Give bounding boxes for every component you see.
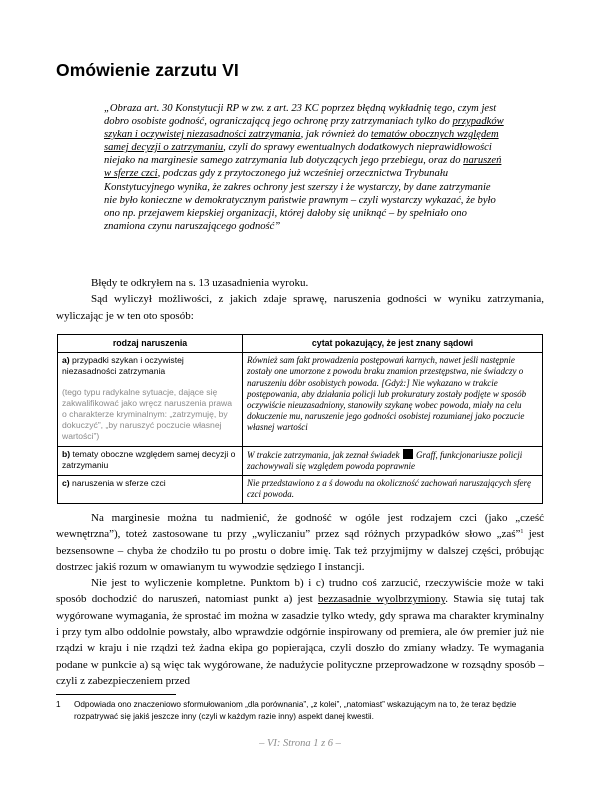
body-text-span: Na marginesie można tu nadmienić, że godność w ogóle jest rodzajem czci (jako „cześć wewnętrzna”), toteż zastosowane tu przy „wyliczaniu” przez sąd różnych przypadków słowo „zaś” <box>56 512 544 541</box>
violations-table <box>57 334 543 504</box>
table-row <box>58 353 543 446</box>
footnote-marker[interactable]: 1 <box>520 529 524 536</box>
intro-line-2: Sąd wyliczył możliwości, z jakich zdaje sprawę, naruszenia godności w wyniku zatrzymania, wyliczając je w ten oto sposób: <box>56 293 544 322</box>
quote-cell <box>243 446 543 475</box>
body-paragraph-1 <box>56 510 544 575</box>
quote-text: , jak również do <box>300 129 371 141</box>
block-quote <box>104 102 504 233</box>
quote-text: „Obraza art. 30 Konstytucji RP w zw. z art. 23 KC poprzez błędną wykładnię tego, czym jest dobro osobiste godność, ograniczającą jego ochronę przy zatrzymaniach tylko do <box>104 103 497 128</box>
quote-underlined-3: naruszeń w sferze czci <box>104 155 502 180</box>
table-row <box>58 446 543 475</box>
row-letter: c) <box>62 478 70 489</box>
kind-text: naruszenia w sferze czci <box>72 478 166 489</box>
kind-text: przypadki szykan i oczywistej niezasadności zatrzymania <box>62 355 184 377</box>
quote-cell: Również sam fakt prowadzenia postępowań karnych, nawet jeśli następnie zostały one umorzone z powodu braku znamion przestępstwa, nie świadczy o naruszeniu dóbr osobistych powoda. [Gdyż:] Nie wykazano w trakcie postępowania, aby działania policji lub prokuratury zostały podjęte w sposób oczywiście nieuzasadniony, stanowiły szykanę wobec powoda, miały na celu dokuczenie mu, naruszenie jego godności osobistej rozumianej jako poczucie własnej wartości <box>243 353 543 446</box>
footnote <box>56 699 536 722</box>
kind-note: (tego typu radykalne sytuacje, dające się zakwalifikować jako wręcz naruszenia prawa o charakterze kryminalnym: „zatrzymuję, by dokuczyć”, „by naruszyć poczucie własnej wartości”) <box>62 386 233 442</box>
footnote-text: Odpowiada ono znaczeniowo sformułowaniom „dla porównania”, „z kolei”, „natomiast” wskazującym na to, że teraz będzie rozpatrywać się jakiś jeszcze inny (czyli w każdym razie inny) aspekt danej kwestii. <box>74 700 517 721</box>
section-title: Omówienie zarzutu VI <box>56 60 239 80</box>
table-row <box>58 476 543 504</box>
body-text-span: jest bezsensowne – chyba że chodziło tu po prostu o dobre imię. Tak też przyjmijmy w dalszej części, próbując dostrzec jakiś rozum w omawianym tu wywodzie sędziego I instancji. <box>56 528 545 573</box>
quote-text: , podczas gdy z przytoczonego już wcześniej orzecznictwa Trybunału Konstytucyjnego wynika, że zakres ochrony jest szerszy i że wystarczy, by dane zatrzymanie nie było konieczne w demokratycznym państwie prawnym – czyli wystarczy wykazać, że było ono np. przejawem kiepskiej organizacji, której dałoby się uniknąć – by spełniało ono znamiona czynu naruszającego godność” <box>104 168 496 232</box>
kind-cell <box>58 353 243 446</box>
body-text-span: Nie jest to wyliczenie kompletne. Punktom b) i c) trudno coś zarzucić, rzeczywiście może w taki sposób dochodzić do naruszeń, natomiast punkt a) jest <box>56 577 544 606</box>
intro-text <box>56 275 544 324</box>
row-letter: b) <box>62 448 71 459</box>
quote-text: Graff, funkcjonariusze policji zachowywali się względem powoda poprawnie <box>247 449 523 471</box>
row-letter: a) <box>62 355 70 366</box>
kind-text: tematy oboczne względem samej decyzji o zatrzymaniu <box>62 448 236 470</box>
page-footer: – VI: Strona 1 z 6 – <box>259 738 341 749</box>
quote-text: , czyli do sprawy ewentualnych dodatkowych nieprawidłowości niejako na marginesie samego zatrzymania lub dotyczących jego przebiegu, oraz do <box>104 142 492 167</box>
kind-cell <box>58 476 243 504</box>
redaction-block <box>403 449 413 459</box>
column-header-kind: rodzaj naruszenia <box>58 335 243 353</box>
quote-text: W trakcie zatrzymania, jak zeznał świadek <box>247 449 400 460</box>
table-header-row <box>58 335 543 353</box>
column-header-quote: cytat pokazujący, że jest znany sądowi <box>243 335 543 353</box>
body-paragraph-2 <box>56 575 544 689</box>
intro-line-1: Błędy te odkryłem na s. 13 uzasadnienia wyroku. <box>91 277 309 289</box>
quote-underlined-1: przypadków szykan i oczywistej niezasadności zatrzymania <box>104 116 504 141</box>
quote-underlined-2: tematów obocznych względem samej decyzji o zatrzymaniu <box>104 129 499 154</box>
quote-cell: Nie przedstawiono z a ś dowodu na okoliczność zachowań naruszających sferę czci powoda. <box>243 476 543 504</box>
footnote-number: 1 <box>56 700 61 709</box>
kind-cell <box>58 446 243 475</box>
body-text <box>56 510 544 689</box>
quote-paragraph <box>104 102 504 233</box>
footnote-divider <box>56 694 176 695</box>
underlined-phrase: bezzasadnie wyolbrzymiony <box>317 593 446 606</box>
body-text-span: . Stawia się tutaj tak wygórowane wymagania, że sprostać im można w zasadzie tylko wtedy, gdy sprawa ma charakter kryminalny i przy tym albo oddolnie powstały, albo wprawdzie odgórnie inspirowany od premiera, ale ów premier już nie rządzi w kraju i nie rządzi też żadna ekipa go popierająca, czyli doszło do zmiany władzy. Te wymagania podane w punkcie a) są więc tak wygórowane, że nadużycie polityczne przeprowadzone w rozsądny sposób – czyli z zabezpieczeniem przed <box>56 593 544 687</box>
